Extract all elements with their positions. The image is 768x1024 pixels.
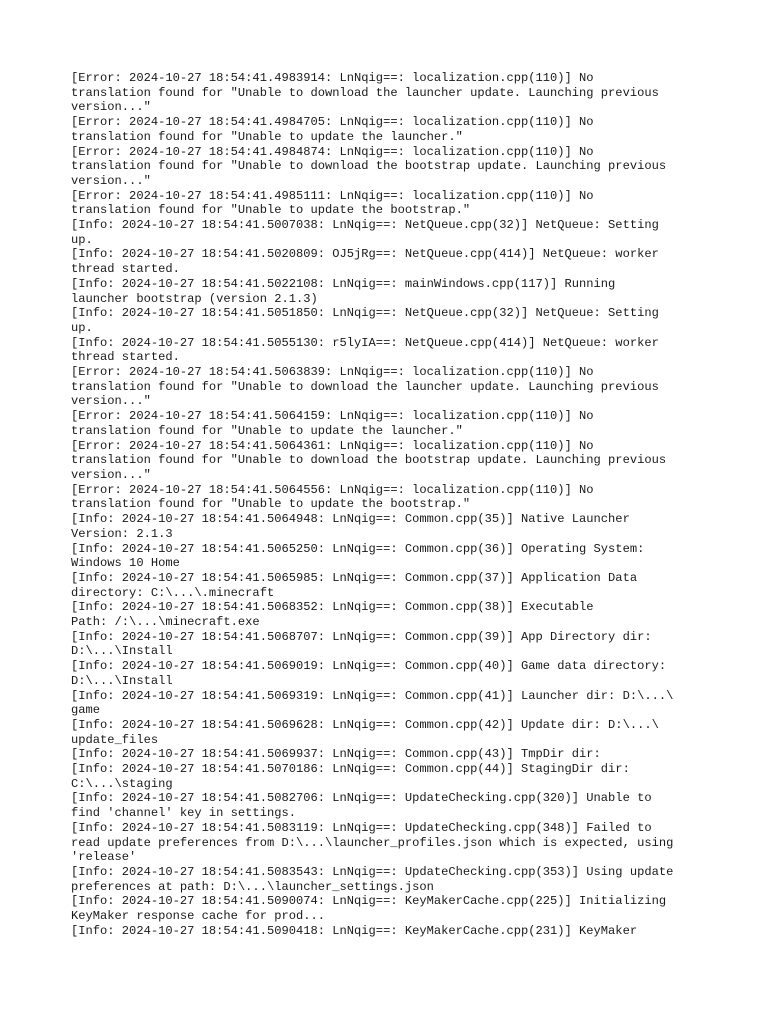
log-entry-error: [Error: 2024-10-27 18:54:41.5063839: LnNqig==: localization.cpp(110)] No translation found for "Unable to download the launcher update. Launching previous version..."	[71, 365, 659, 409]
log-entry-error: [Error: 2024-10-27 18:54:41.4985111: LnNqig==: localization.cpp(110)] No translation found for "Unable to update the bootstrap."	[71, 188, 594, 218]
log-entry-info: [Info: 2024-10-27 18:54:41.5068707: LnNqig==: Common.cpp(39)] App Directory dir: D:\...\Install	[71, 629, 652, 659]
log-entry-info: [Info: 2024-10-27 18:54:41.5055130: r5lyIA==: NetQueue.cpp(414)] NetQueue: worker thread started.	[71, 335, 659, 365]
log-entry-info: [Info: 2024-10-27 18:54:41.5022108: LnNqig==: mainWindows.cpp(117)] Running launcher bootstrap (version 2.1.3)	[71, 276, 616, 306]
log-entry-error: [Error: 2024-10-27 18:54:41.4983914: LnNqig==: localization.cpp(110)] No translation found for "Unable to download the launcher update. Launching previous version..."	[71, 71, 659, 115]
log-entry-info: [Info: 2024-10-27 18:54:41.5007038: LnNqig==: NetQueue.cpp(32)] NetQueue: Setting up.	[71, 218, 659, 247]
log-entry-info: [Info: 2024-10-27 18:54:41.5083119: LnNqig==: UpdateChecking.cpp(348)] Failed to read update preferences from D:\...\launcher_profiles.json which is expected, using 'release'	[71, 820, 674, 865]
log-entry-info: [Info: 2024-10-27 18:54:41.5090074: LnNqig==: KeyMakerCache.cpp(225)] Initializing KeyMaker response cache for prod...	[71, 894, 667, 924]
log-entry-info: [Info: 2024-10-27 18:54:41.5051850: LnNqig==: NetQueue.cpp(32)] NetQueue: Setting up.	[71, 306, 659, 335]
log-entry-error: [Error: 2024-10-27 18:54:41.5064556: LnNqig==: localization.cpp(110)] No translation found for "Unable to update the bootstrap."	[71, 482, 594, 512]
log-entry-info: [Info: 2024-10-27 18:54:41.5069628: LnNqig==: Common.cpp(42)] Update dir: D:\...\ update_files	[71, 717, 659, 747]
log-entry-info: [Info: 2024-10-27 18:54:41.5069019: LnNqig==: Common.cpp(40)] Game data directory: D:\...\Install	[71, 659, 667, 688]
log-entry-error: [Error: 2024-10-27 18:54:41.4984705: LnNqig==: localization.cpp(110)] No translation found for "Unable to update the launcher."	[71, 115, 594, 144]
log-entry-info: [Info: 2024-10-27 18:54:41.5069319: LnNqig==: Common.cpp(41)] Launcher dir: D:\...\ game	[71, 688, 674, 718]
log-entry-error: [Error: 2024-10-27 18:54:41.5064361: LnNqig==: localization.cpp(110)] No translation found for "Unable to download the bootstrap update. Launching previous version..."	[71, 438, 667, 482]
log-entry-info: [Info: 2024-10-27 18:54:41.5090418: LnNqig==: KeyMakerCache.cpp(231)] KeyMaker	[71, 923, 638, 938]
log-entry-error: [Error: 2024-10-27 18:54:41.4984874: LnNqig==: localization.cpp(110)] No translation found for "Unable to download the bootstrap update. Launching previous version..."	[71, 144, 667, 188]
log-output	[71, 71, 711, 938]
log-entry-info: [Info: 2024-10-27 18:54:41.5070186: LnNqig==: Common.cpp(44)] StagingDir dir: C:\...\staging	[71, 762, 630, 791]
log-entry-info: [Info: 2024-10-27 18:54:41.5020809: OJ5jRg==: NetQueue.cpp(414)] NetQueue: worker thread started.	[71, 247, 659, 277]
log-entry-info: [Info: 2024-10-27 18:54:41.5069937: LnNqig==: Common.cpp(43)] TmpDir dir:	[71, 747, 601, 762]
log-entry-info: [Info: 2024-10-27 18:54:41.5082706: LnNqig==: UpdateChecking.cpp(320)] Unable to find 'channel' key in settings.	[71, 791, 652, 821]
log-entry-info: [Info: 2024-10-27 18:54:41.5065250: LnNqig==: Common.cpp(36)] Operating System: Windows 10 Home	[71, 541, 645, 571]
log-entry-info: [Info: 2024-10-27 18:54:41.5083543: LnNqig==: UpdateChecking.cpp(353)] Using update preferences at path: D:\...\launcher_settings.json	[71, 864, 674, 894]
log-entry-info: [Info: 2024-10-27 18:54:41.5068352: LnNqig==: Common.cpp(38)] Executable Path: /:\...\minecraft.exe	[71, 600, 594, 630]
log-entry-info: [Info: 2024-10-27 18:54:41.5065985: LnNqig==: Common.cpp(37)] Application Data directory: C:\...\.minecraft	[71, 570, 638, 600]
log-entry-error: [Error: 2024-10-27 18:54:41.5064159: LnNqig==: localization.cpp(110)] No translation found for "Unable to update the launcher."	[71, 409, 594, 438]
log-entry-info: [Info: 2024-10-27 18:54:41.5064948: LnNqig==: Common.cpp(35)] Native Launcher Version: 2.1.3	[71, 512, 630, 541]
